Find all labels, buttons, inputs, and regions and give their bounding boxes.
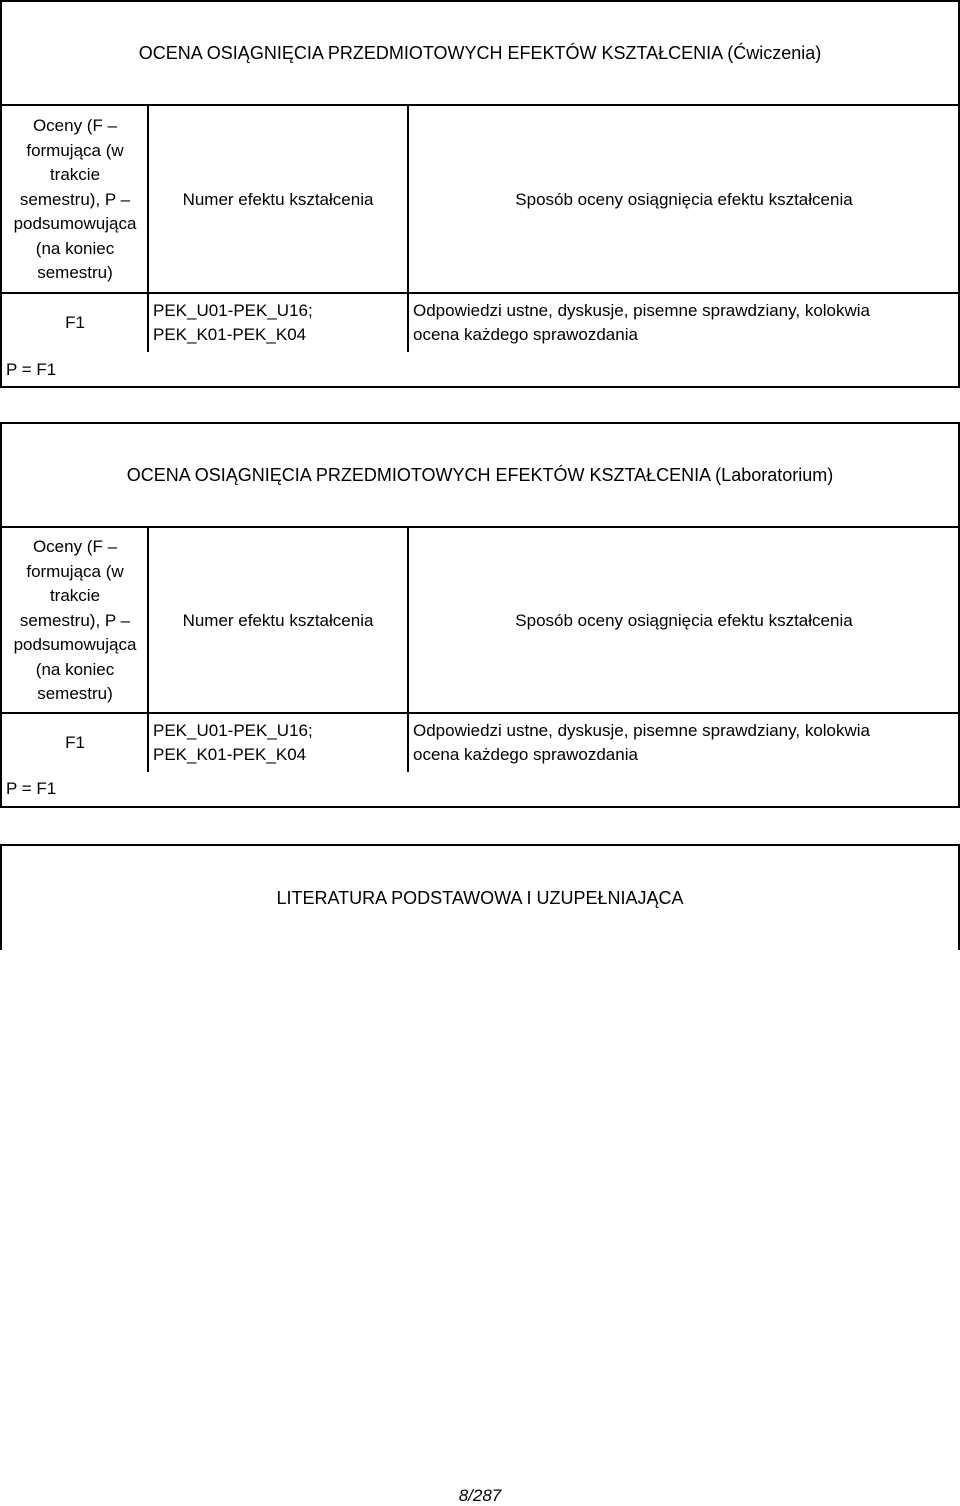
divider: [147, 528, 149, 772]
grade-cell: [2, 294, 148, 352]
header-grades-line: semestru): [37, 263, 113, 283]
summary-text: P = F1: [6, 359, 57, 379]
summary-text: P = F1: [6, 778, 57, 798]
divider: [2, 292, 960, 294]
divider: [2, 806, 960, 808]
table-header-row: [2, 106, 958, 294]
header-effect-number: [148, 106, 408, 294]
header-grades-line: formująca (w: [26, 140, 124, 160]
header-grades-line: trakcie: [49, 165, 101, 185]
divider: [2, 526, 960, 528]
header-assessment-method: [408, 106, 960, 294]
effects-line: PEK_K01-PEK_K04: [153, 325, 307, 344]
header-effect-number: [148, 528, 408, 714]
table-row: [2, 294, 958, 352]
section-title-laboratory: OCENA OSIĄGNIĘCIA PRZEDMIOTOWYCH EFEKTÓW KSZTAŁCENIA (Laboratorium): [0, 422, 960, 528]
header-grades-line: trakcie: [49, 586, 101, 606]
page-number: 8/287: [458, 1486, 502, 1505]
effects-line: PEK_K01-PEK_K04: [153, 745, 307, 764]
header-grades-line: (na koniec: [35, 238, 115, 258]
divider: [407, 528, 409, 772]
header-assessment-method-text: Sposób oceny osiągnięcia efektu kształcenia: [515, 610, 853, 630]
header-grades-line: semestru): [37, 684, 113, 704]
header-effect-number-text: Numer efektu kształcenia: [182, 610, 374, 630]
header-grades-line: semestru), P –: [19, 610, 131, 630]
method-line: ocena każdego sprawozdania: [413, 745, 638, 764]
header-grades: [2, 528, 148, 714]
effects-cell: [148, 294, 408, 352]
method-line: ocena każdego sprawozdania: [413, 325, 638, 344]
header-grades-line: formująca (w: [26, 561, 124, 581]
method-line: Odpowiedzi ustne, dyskusje, pisemne sprawdziany, kolokwia: [413, 720, 871, 740]
method-line: Odpowiedzi ustne, dyskusje, pisemne sprawdziany, kolokwia: [413, 300, 871, 320]
grade-text: F1: [65, 312, 85, 332]
section-title-exercises: OCENA OSIĄGNIĘCIA PRZEDMIOTOWYCH EFEKTÓW KSZTAŁCENIA (Ćwiczenia): [0, 0, 960, 106]
summary-row: [2, 352, 958, 388]
table-row: [2, 714, 958, 772]
header-grades-line: podsumowująca: [13, 214, 137, 234]
header-grades-line: podsumowująca: [13, 635, 137, 655]
effects-line: PEK_U01-PEK_U16;: [153, 300, 313, 320]
header-grades: [2, 106, 148, 294]
effects-cell: [148, 714, 408, 772]
divider: [407, 106, 409, 352]
grade-cell: [2, 714, 148, 772]
header-grades-line: semestru), P –: [19, 189, 131, 209]
method-cell: [408, 294, 960, 352]
divider: [2, 712, 960, 714]
header-grades-line: Oceny (F –: [32, 116, 118, 136]
divider: [147, 106, 149, 352]
effects-line: PEK_U01-PEK_U16;: [153, 720, 313, 740]
header-assessment-method-text: Sposób oceny osiągnięcia efektu kształcenia: [515, 189, 853, 209]
method-cell: [408, 714, 960, 772]
grade-text: F1: [65, 732, 85, 752]
assessment-table-exercises: [0, 106, 960, 388]
literature-title: LITERATURA PODSTAWOWA I UZUPEŁNIAJĄCA: [0, 844, 960, 950]
divider: [2, 386, 960, 388]
summary-row: [2, 772, 958, 806]
header-grades-line: (na koniec: [35, 659, 115, 679]
header-grades-line: Oceny (F –: [32, 537, 118, 557]
table-header-row: [2, 528, 958, 714]
summary-cell: [2, 772, 960, 806]
summary-cell: [2, 352, 960, 388]
header-effect-number-text: Numer efektu kształcenia: [182, 189, 374, 209]
assessment-table-laboratory: [0, 528, 960, 808]
header-assessment-method: [408, 528, 960, 714]
